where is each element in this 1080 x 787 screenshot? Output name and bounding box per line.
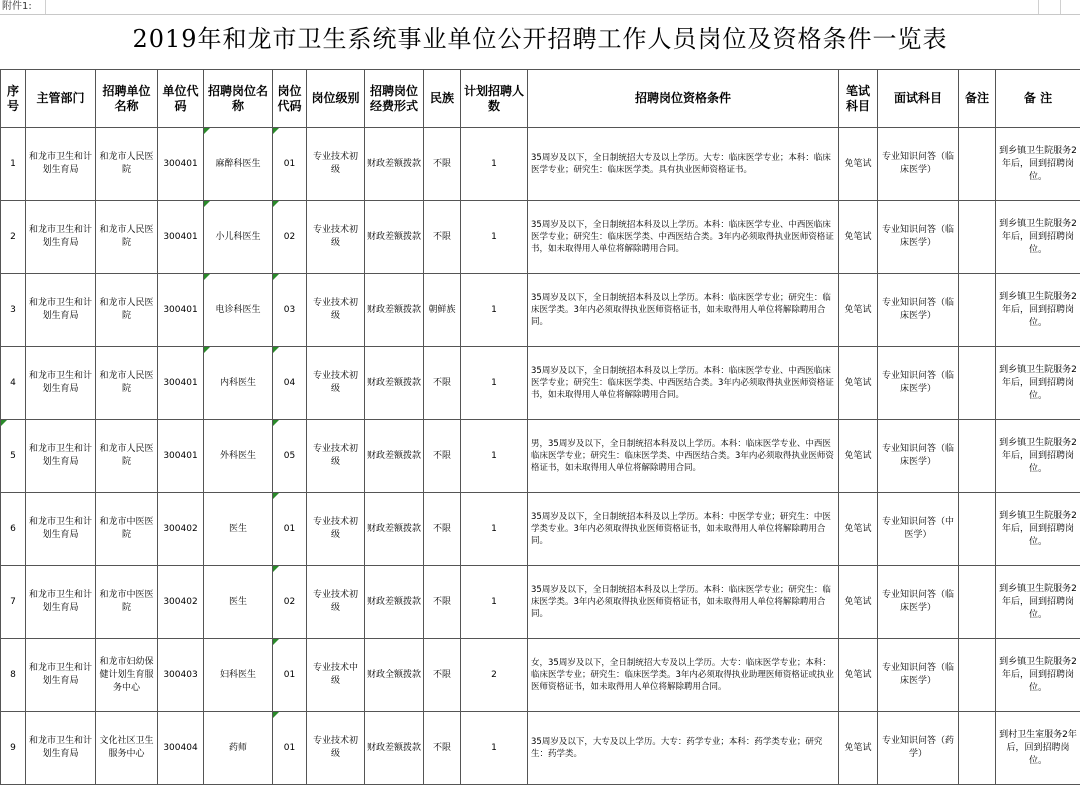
cell-interview-subject: 专业知识问答（临床医学） [878, 566, 959, 639]
cell-unit-name: 和龙市妇幼保健计划生育服务中心 [96, 639, 158, 712]
page-title: 2019年和龙市卫生系统事业单位公开招聘工作人员岗位及资格条件一览表 [132, 25, 948, 53]
cell-note: 到乡镇卫生院服务2年后，回到招聘岗位。 [996, 420, 1080, 493]
cell-post-code: 01 [273, 639, 307, 712]
cell-interview-subject: 专业知识问答（临床医学） [878, 639, 959, 712]
cell-unit-code: 300404 [158, 712, 204, 785]
header-ethnicity: 民族 [424, 70, 461, 128]
cell-remark [959, 420, 996, 493]
table-row [1, 274, 1080, 347]
cell-qualifications: 女，35周岁及以下，全日制统招大专及以上学历。大专：临床医学专业；本科：临床医学专业；研究生：临床医学类。3年内必须取得执业助理医师资格证或执业医师资格证书，如未取得用人单位将解除聘用合同。 [528, 639, 839, 712]
cell-post-code: 05 [273, 420, 307, 493]
cell-department: 和龙市卫生和计划生育局 [26, 201, 96, 274]
cell-post-code: 03 [273, 274, 307, 347]
cell-interview-subject: 专业知识问答（临床医学） [878, 274, 959, 347]
sheet-top-bar [0, 0, 1080, 15]
table-row [1, 347, 1080, 420]
cell-post-name: 妇科医生 [204, 639, 273, 712]
cell-written-exam: 免笔试 [839, 712, 878, 785]
cell-funding-type: 财政差额拨款 [365, 128, 424, 201]
cell-planned-count: 1 [461, 566, 528, 639]
attachment-label: 附件1: [2, 1, 32, 12]
cell-interview-subject: 专业知识问答（临床医学） [878, 420, 959, 493]
cell-written-exam: 免笔试 [839, 347, 878, 420]
cell-post-level: 专业技术初级 [307, 347, 365, 420]
cell-note: 到乡镇卫生院服务2年后，回到招聘岗位。 [996, 201, 1080, 274]
header-post-code: 岗位代码 [273, 70, 307, 128]
cell-department: 和龙市卫生和计划生育局 [26, 639, 96, 712]
cell-unit-code: 300401 [158, 274, 204, 347]
cell-funding-type: 财政差额拨款 [365, 493, 424, 566]
cell-ethnicity: 不限 [424, 712, 461, 785]
table-row [1, 420, 1080, 493]
cell-planned-count: 1 [461, 420, 528, 493]
cell-department: 和龙市卫生和计划生育局 [26, 712, 96, 785]
cell-ethnicity: 不限 [424, 420, 461, 493]
cell-post-code: 04 [273, 347, 307, 420]
cell-index: 2 [1, 201, 26, 274]
cell-note: 到乡镇卫生院服务2年后，回到招聘岗位。 [996, 566, 1080, 639]
cell-post-code: 01 [273, 712, 307, 785]
cell-unit-name: 和龙市人民医院 [96, 274, 158, 347]
cell-post-name: 内科医生 [204, 347, 273, 420]
cell-written-exam: 免笔试 [839, 420, 878, 493]
cell-index: 5 [1, 420, 26, 493]
cell-ethnicity: 不限 [424, 566, 461, 639]
header-post-level: 岗位级别 [307, 70, 365, 128]
cell-unit-name: 和龙市人民医院 [96, 347, 158, 420]
cell-index: 9 [1, 712, 26, 785]
cell-planned-count: 1 [461, 347, 528, 420]
column-divider [1038, 0, 1039, 14]
cell-department: 和龙市卫生和计划生育局 [26, 566, 96, 639]
table-row [1, 712, 1080, 785]
cell-funding-type: 财政差额拨款 [365, 420, 424, 493]
cell-post-name: 外科医生 [204, 420, 273, 493]
cell-planned-count: 1 [461, 493, 528, 566]
cell-funding-type: 财政差额拨款 [365, 712, 424, 785]
cell-qualifications: 35周岁及以下，大专及以上学历。大专：药学专业；本科：药学类专业；研究生：药学类。 [528, 712, 839, 785]
cell-unit-name: 文化社区卫生服务中心 [96, 712, 158, 785]
cell-post-name: 医生 [204, 566, 273, 639]
header-interview-subject: 面试科目 [878, 70, 959, 128]
cell-index: 1 [1, 128, 26, 201]
column-divider [45, 0, 46, 14]
cell-post-level: 专业技术初级 [307, 201, 365, 274]
cell-written-exam: 免笔试 [839, 493, 878, 566]
cell-remark [959, 201, 996, 274]
cell-unit-name: 和龙市人民医院 [96, 128, 158, 201]
cell-written-exam: 免笔试 [839, 566, 878, 639]
cell-planned-count: 1 [461, 712, 528, 785]
cell-qualifications: 35周岁及以下，全日制统招本科及以上学历。本科：临床医学专业、中西医临床医学专业；研究生：临床医学类、中西医结合类。3年内必须取得执业医师资格证书，如未取得用人单位将解除聘用合同。 [528, 201, 839, 274]
cell-remark [959, 639, 996, 712]
cell-post-level: 专业技术初级 [307, 274, 365, 347]
cell-written-exam: 免笔试 [839, 639, 878, 712]
cell-index: 4 [1, 347, 26, 420]
cell-remark [959, 347, 996, 420]
cell-post-level: 专业技术初级 [307, 566, 365, 639]
cell-interview-subject: 专业知识问答（中医学） [878, 493, 959, 566]
cell-department: 和龙市卫生和计划生育局 [26, 493, 96, 566]
cell-unit-name: 和龙市人民医院 [96, 201, 158, 274]
header-index: 序号 [1, 70, 26, 128]
cell-post-name: 电诊科医生 [204, 274, 273, 347]
header-funding-type: 招聘岗位经费形式 [365, 70, 424, 128]
cell-department: 和龙市卫生和计划生育局 [26, 347, 96, 420]
cell-funding-type: 财政全额拨款 [365, 639, 424, 712]
cell-post-level: 专业技术初级 [307, 128, 365, 201]
cell-unit-name: 和龙市人民医院 [96, 420, 158, 493]
cell-note: 到乡镇卫生院服务2年后，回到招聘岗位。 [996, 639, 1080, 712]
cell-ethnicity: 不限 [424, 493, 461, 566]
table-row [1, 128, 1080, 201]
cell-unit-code: 300402 [158, 566, 204, 639]
cell-written-exam: 免笔试 [839, 128, 878, 201]
cell-note: 到乡镇卫生院服务2年后，回到招聘岗位。 [996, 347, 1080, 420]
header-written-exam: 笔试科目 [839, 70, 878, 128]
cell-qualifications: 35周岁及以下，全日制统招本科及以上学历。本科：临床医学专业；研究生：临床医学类。3年内必须取得执业医师资格证书，如未取得用人单位将解除聘用合同。 [528, 566, 839, 639]
cell-funding-type: 财政差额拨款 [365, 347, 424, 420]
cell-note: 到乡镇卫生院服务2年后，回到招聘岗位。 [996, 493, 1080, 566]
cell-unit-code: 300402 [158, 493, 204, 566]
cell-post-level: 专业技术初级 [307, 712, 365, 785]
cell-remark [959, 493, 996, 566]
cell-post-name: 药师 [204, 712, 273, 785]
cell-qualifications: 35周岁及以下，全日制统招本科及以上学历。本科：临床医学专业；研究生：临床医学类。3年内必须取得执业医师资格证书，如未取得用人单位将解除聘用合同。 [528, 274, 839, 347]
cell-unit-name: 和龙市中医医院 [96, 493, 158, 566]
cell-post-name: 麻醉科医生 [204, 128, 273, 201]
cell-funding-type: 财政差额拨款 [365, 201, 424, 274]
cell-remark [959, 128, 996, 201]
cell-written-exam: 免笔试 [839, 274, 878, 347]
cell-funding-type: 财政差额拨款 [365, 274, 424, 347]
cell-post-level: 专业技术初级 [307, 420, 365, 493]
cell-remark [959, 274, 996, 347]
cell-interview-subject: 专业知识问答（药学） [878, 712, 959, 785]
cell-unit-code: 300403 [158, 639, 204, 712]
table-row [1, 201, 1080, 274]
cell-interview-subject: 专业知识问答（临床医学） [878, 347, 959, 420]
cell-planned-count: 1 [461, 201, 528, 274]
cell-post-level: 专业技术初级 [307, 493, 365, 566]
cell-written-exam: 免笔试 [839, 201, 878, 274]
cell-planned-count: 1 [461, 128, 528, 201]
cell-planned-count: 2 [461, 639, 528, 712]
cell-unit-name: 和龙市中医医院 [96, 566, 158, 639]
cell-ethnicity: 不限 [424, 639, 461, 712]
cell-post-name: 小儿科医生 [204, 201, 273, 274]
cell-post-code: 01 [273, 128, 307, 201]
cell-interview-subject: 专业知识问答（临床医学） [878, 201, 959, 274]
cell-post-code: 01 [273, 493, 307, 566]
cell-department: 和龙市卫生和计划生育局 [26, 128, 96, 201]
header-department: 主管部门 [26, 70, 96, 128]
cell-note: 到乡镇卫生院服务2年后，回到招聘岗位。 [996, 274, 1080, 347]
cell-remark [959, 712, 996, 785]
header-planned-count: 计划招聘人数 [461, 70, 528, 128]
cell-funding-type: 财政差额拨款 [365, 566, 424, 639]
header-note: 备 注 [996, 70, 1080, 128]
cell-index: 6 [1, 493, 26, 566]
cell-post-code: 02 [273, 566, 307, 639]
cell-planned-count: 1 [461, 274, 528, 347]
table-header-row [1, 70, 1080, 128]
header-remark: 备注 [959, 70, 996, 128]
table-row [1, 493, 1080, 566]
cell-qualifications: 35周岁及以下，全日制统招本科及以上学历。本科：临床医学专业、中西医临床医学专业；研究生：临床医学类、中西医结合类。3年内必须取得执业医师资格证书，如未取得用人单位将解除聘用合同。 [528, 347, 839, 420]
cell-index: 3 [1, 274, 26, 347]
cell-unit-code: 300401 [158, 128, 204, 201]
header-post-name: 招聘岗位名称 [204, 70, 273, 128]
column-divider [1060, 0, 1061, 14]
cell-remark [959, 566, 996, 639]
cell-unit-code: 300401 [158, 201, 204, 274]
cell-ethnicity: 不限 [424, 128, 461, 201]
table-row [1, 566, 1080, 639]
header-unit-name: 招聘单位名称 [96, 70, 158, 128]
cell-note: 到乡镇卫生院服务2年后，回到招聘岗位。 [996, 128, 1080, 201]
cell-interview-subject: 专业知识问答（临床医学） [878, 128, 959, 201]
cell-qualifications: 男，35周岁及以下，全日制统招本科及以上学历。本科：临床医学专业、中西医临床医学专业；研究生：临床医学类、中西医结合类。3年内必须取得执业医师资格证书，如未取得用人单位将解除聘用合同。 [528, 420, 839, 493]
cell-index: 8 [1, 639, 26, 712]
cell-department: 和龙市卫生和计划生育局 [26, 420, 96, 493]
header-qualifications: 招聘岗位资格条件 [528, 70, 839, 128]
cell-post-code: 02 [273, 201, 307, 274]
cell-note: 到村卫生室服务2年后，回到招聘岗位。 [996, 712, 1080, 785]
cell-qualifications: 35周岁及以下，全日制统招本科及以上学历。本科：中医学专业；研究生：中医学类专业。3年内必须取得执业医师资格证书，如未取得用人单位将解除聘用合同。 [528, 493, 839, 566]
cell-index: 7 [1, 566, 26, 639]
cell-department: 和龙市卫生和计划生育局 [26, 274, 96, 347]
recruitment-table [0, 69, 1080, 785]
cell-qualifications: 35周岁及以下，全日制统招大专及以上学历。大专：临床医学专业；本科：临床医学专业；研究生：临床医学类。具有执业医师资格证书。 [528, 128, 839, 201]
cell-ethnicity: 不限 [424, 347, 461, 420]
cell-post-name: 医生 [204, 493, 273, 566]
cell-ethnicity: 朝鲜族 [424, 274, 461, 347]
cell-unit-code: 300401 [158, 347, 204, 420]
cell-post-level: 专业技术中级 [307, 639, 365, 712]
header-unit-code: 单位代码 [158, 70, 204, 128]
cell-unit-code: 300401 [158, 420, 204, 493]
table-row [1, 639, 1080, 712]
cell-ethnicity: 不限 [424, 201, 461, 274]
